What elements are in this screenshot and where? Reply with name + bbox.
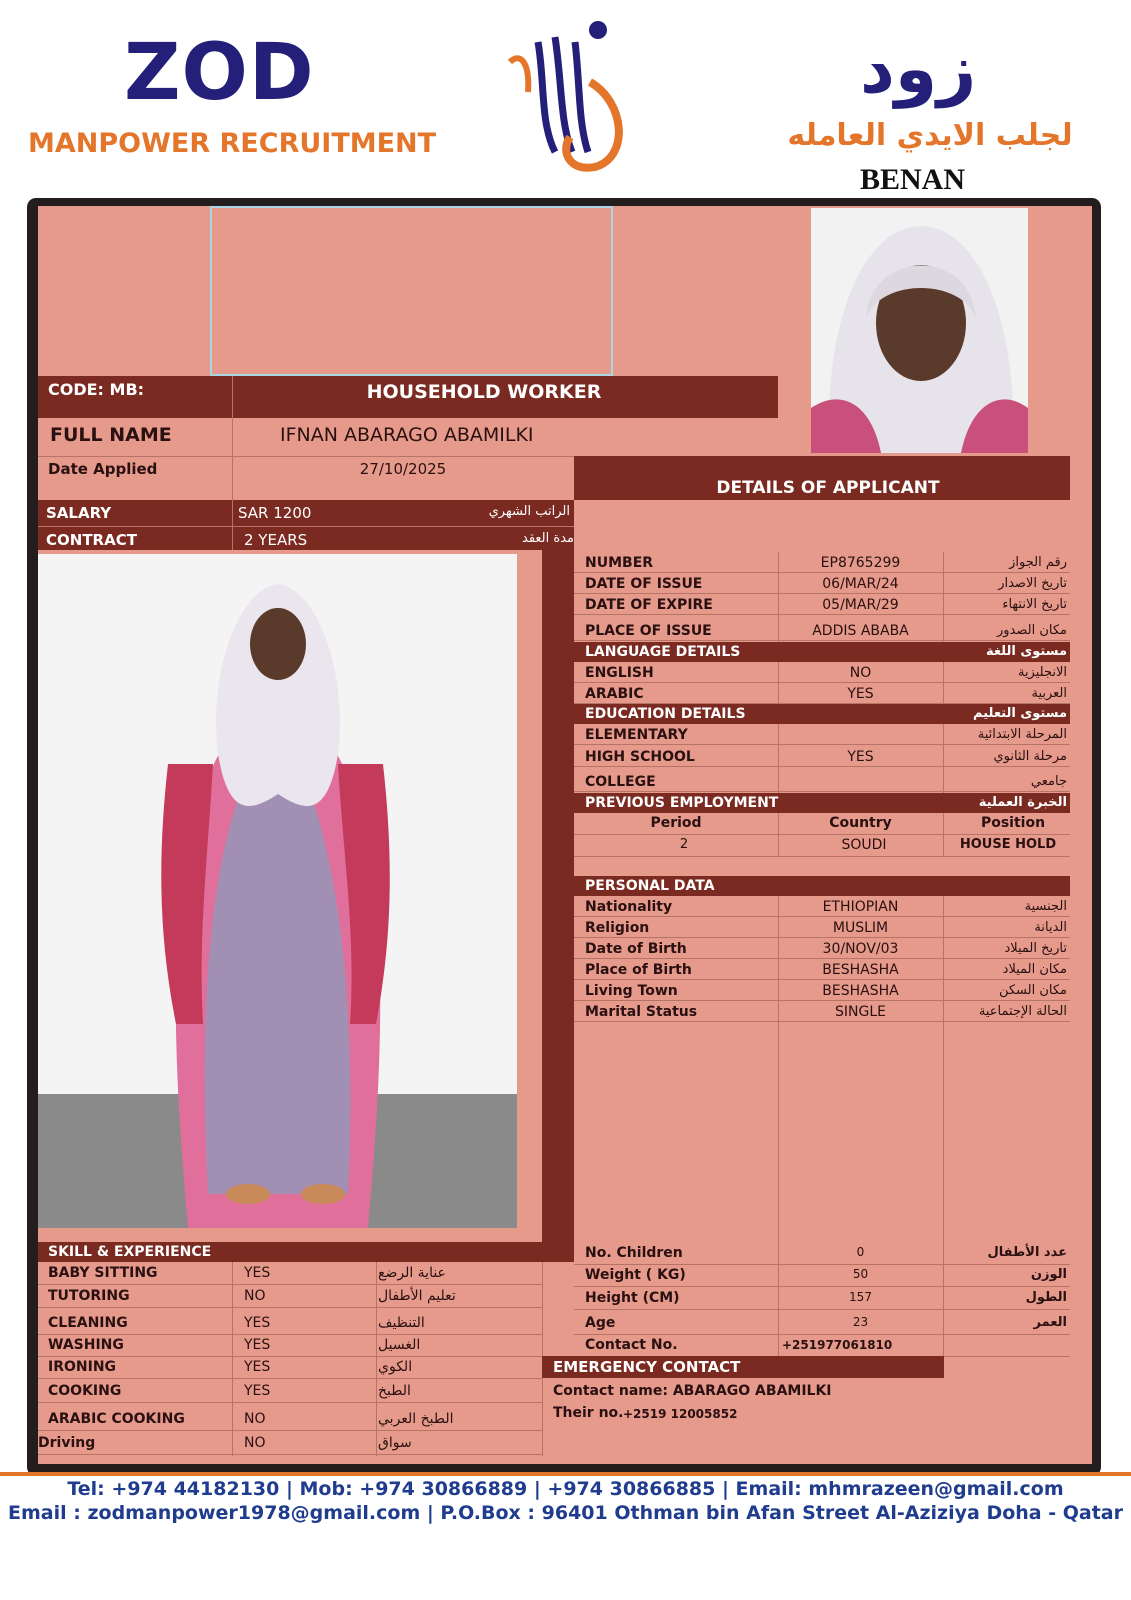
language-row-value: YES — [847, 686, 874, 702]
row-divider — [38, 1402, 542, 1403]
personal-row-ar: الديانة — [1034, 920, 1067, 935]
employment-title: PREVIOUS EMPLOYMENT — [585, 795, 779, 811]
skill-ar: الطبخ العربي — [378, 1411, 454, 1427]
skill-value: YES — [244, 1359, 271, 1375]
personal-row-value: BESHASHA — [822, 983, 899, 999]
footer-address-line: Email : zodmanpower1978@gmail.com | P.O.Box : 96401 Othman bin Afan Street Al-Aziziya Doha - Qatar — [8, 1502, 1123, 1524]
body-label: Age — [585, 1315, 616, 1331]
skill-value: NO — [244, 1411, 266, 1427]
personal-row-ar: مكان الميلاد — [1002, 962, 1067, 977]
passport-label: PLACE OF ISSUE — [585, 623, 712, 639]
personal-row-label: Date of Birth — [585, 941, 687, 957]
skill-ar: تعليم الأطفال — [378, 1288, 456, 1304]
date-applied-value: 27/10/2025 — [359, 460, 447, 478]
salary-ar: الراتب الشهري — [488, 504, 570, 519]
language-title-ar: مستوى اللغة — [985, 644, 1067, 659]
employment-period: 2 — [679, 837, 689, 852]
passport-value: EP8765299 — [820, 555, 901, 571]
brand-arabic-subtitle: لجلب الايدي العامله — [787, 118, 1073, 153]
skill-label: TUTORING — [48, 1288, 130, 1304]
skill-ar: التنظيف — [378, 1315, 425, 1331]
language-row-ar: الانجليزية — [1017, 665, 1067, 680]
education-title: EDUCATION DETAILS — [585, 706, 746, 722]
row-divider — [574, 1021, 1070, 1022]
personal-row-value: ETHIOPIAN — [822, 899, 899, 915]
passport-ar: رقم الجواز — [1009, 555, 1067, 570]
body-label: Height (CM) — [585, 1290, 680, 1306]
row-divider — [574, 1264, 1070, 1265]
passport-label: DATE OF EXPIRE — [585, 597, 713, 613]
skill-label: WASHING — [48, 1337, 124, 1353]
education-row-value: YES — [847, 749, 874, 765]
row-divider — [574, 572, 1070, 573]
row-divider — [38, 1356, 542, 1357]
row-divider — [38, 1454, 542, 1455]
passport-value: 06/MAR/24 — [822, 576, 899, 592]
row-divider — [574, 593, 1070, 594]
row-divider — [574, 640, 1070, 641]
emergency-title: EMERGENCY CONTACT — [553, 1358, 741, 1376]
row-divider — [574, 1334, 1070, 1335]
personal-row-value: SINGLE — [835, 1004, 886, 1020]
fullname-label: FULL NAME — [50, 424, 172, 446]
employment-country: SOUDI — [841, 837, 887, 853]
row-divider — [574, 1286, 1070, 1287]
skill-label: BABY SITTING — [48, 1265, 158, 1281]
body-ar: الوزن — [1030, 1267, 1067, 1282]
row-divider — [574, 766, 1070, 767]
contract-ar: مدة العقد — [522, 531, 574, 546]
personal-row-value: MUSLIM — [832, 920, 889, 936]
row-divider — [574, 856, 1070, 857]
personal-row-label: Religion — [585, 920, 650, 936]
employment-title-ar: الخبرة العملية — [978, 795, 1067, 810]
body-label: No. Children — [585, 1245, 683, 1261]
passport-ar: تاريخ الانتهاء — [1002, 597, 1067, 612]
personal-row-label: Living Town — [585, 983, 678, 999]
salary-label: SALARY — [46, 504, 112, 522]
partner-name: BENAN — [860, 163, 966, 196]
body-value: 23 — [852, 1315, 869, 1329]
language-title: LANGUAGE DETAILS — [585, 644, 741, 660]
language-row-ar: العربية — [1031, 686, 1067, 701]
employment-col-position: Position — [980, 815, 1046, 831]
full-body-photo — [38, 554, 517, 1228]
skill-value: YES — [244, 1265, 271, 1281]
personal-title: PERSONAL DATA — [585, 878, 715, 894]
personal-row-label: Nationality — [585, 899, 673, 915]
education-row-ar: مرحلة الثانوي — [993, 749, 1067, 764]
personal-row-label: Marital Status — [585, 1004, 698, 1020]
row-divider — [574, 1000, 1070, 1001]
education-row-label: HIGH SCHOOL — [585, 749, 695, 765]
company-emblem-icon — [500, 12, 640, 177]
row-divider — [574, 958, 1070, 959]
row-divider — [38, 1307, 542, 1308]
skill-ar: عناية الرضع — [378, 1265, 446, 1281]
education-row-label: COLLEGE — [585, 774, 656, 790]
skill-value: YES — [244, 1383, 271, 1399]
brand-subtitle: MANPOWER RECRUITMENT — [28, 128, 437, 159]
skill-label: ARABIC COOKING — [48, 1411, 185, 1427]
emergency-name: Contact name: ABARAGO ABAMILKI — [553, 1383, 832, 1399]
body-ar: الطول — [1025, 1290, 1067, 1305]
emergency-no-label: Their no. — [553, 1405, 624, 1421]
row-divider — [574, 979, 1070, 980]
row-divider — [38, 1284, 542, 1285]
skill-label: CLEANING — [48, 1315, 128, 1331]
footer-divider — [0, 1472, 1131, 1476]
skill-ar: الغسيل — [378, 1337, 421, 1353]
row-divider — [574, 1309, 1070, 1310]
row-divider — [574, 834, 1070, 835]
body-value: 157 — [849, 1290, 872, 1304]
row-divider — [38, 1430, 542, 1431]
skill-label: COOKING — [48, 1383, 122, 1399]
row-divider — [574, 682, 1070, 683]
row-divider — [574, 937, 1070, 938]
education-row-ar: المرحلة الابتدائية — [977, 727, 1067, 742]
contract-label: CONTRACT — [46, 531, 137, 549]
employment-col-country: Country — [829, 815, 892, 831]
passport-label: NUMBER — [585, 555, 654, 571]
row-divider — [574, 791, 1070, 792]
personal-row-ar: مكان السكن — [998, 983, 1067, 998]
education-row-label: ELEMENTARY — [585, 727, 688, 743]
brand-arabic-logo: زود — [860, 30, 977, 109]
skill-ar: سواق — [378, 1435, 412, 1451]
body-ar: عدد الأطفال — [987, 1245, 1067, 1260]
skill-ar: الكوي — [378, 1359, 413, 1375]
employment-position: HOUSE HOLD — [959, 837, 1057, 852]
skill-value: NO — [244, 1435, 266, 1451]
headshot-photo — [811, 208, 1028, 453]
passport-label: DATE OF ISSUE — [585, 576, 703, 592]
body-value: 0 — [856, 1245, 865, 1259]
employment-col-period: Period — [650, 815, 702, 831]
language-row-label: ARABIC — [585, 686, 644, 702]
salary-value: SAR 1200 — [238, 504, 312, 522]
skill-value: NO — [244, 1288, 266, 1304]
skill-value: YES — [244, 1337, 271, 1353]
skill-label: IRONING — [48, 1359, 117, 1375]
fullname-value: IFNAN ABARAGO ABAMILKI — [280, 424, 534, 446]
body-label: Contact No. — [585, 1337, 678, 1353]
language-row-label: ENGLISH — [585, 665, 654, 681]
skills-title: SKILL & EXPERIENCE — [48, 1244, 212, 1260]
education-title-ar: مستوى التعليم — [973, 706, 1067, 721]
emergency-no-value: +2519 12005852 — [623, 1407, 738, 1421]
passport-ar: مكان الصدور — [996, 623, 1067, 638]
brand-logo-text: ZOD — [124, 28, 315, 118]
personal-row-value: 30/NOV/03 — [822, 941, 899, 957]
passport-value: ADDIS ABABA — [812, 623, 909, 639]
body-value: 50 — [852, 1267, 869, 1281]
passport-ar: تاريخ الاصدار — [998, 576, 1067, 591]
row-divider — [574, 614, 1070, 615]
footer-contact-line: Tel: +974 44182130 | Mob: +974 30866889 | +974 30866885 | Email: mhmrazeen@gmail.com — [67, 1478, 1064, 1500]
contract-value: 2 YEARS — [244, 531, 308, 549]
row-divider — [38, 1378, 542, 1379]
passport-value: 05/MAR/29 — [822, 597, 899, 613]
personal-row-ar: تاريخ الميلاد — [1004, 941, 1067, 956]
personal-row-ar: الحالة الإجتماعية — [978, 1004, 1067, 1019]
row-divider — [38, 1334, 542, 1335]
language-row-value: NO — [849, 665, 872, 681]
personal-row-value: BESHASHA — [822, 962, 899, 978]
details-title: DETAILS OF APPLICANT — [716, 478, 940, 498]
skill-label: Driving — [38, 1435, 96, 1451]
body-label: Weight ( KG) — [585, 1267, 686, 1283]
body-ar: العمر — [1033, 1315, 1067, 1330]
education-row-ar: جامعي — [1030, 774, 1067, 789]
row-divider — [574, 744, 1070, 745]
personal-row-label: Place of Birth — [585, 962, 692, 978]
row-divider — [574, 916, 1070, 917]
skill-ar: الطبخ — [378, 1383, 411, 1399]
body-value: +251977061810 — [782, 1338, 893, 1352]
personal-row-ar: الجنسية — [1024, 899, 1067, 914]
position-title: HOUSEHOLD WORKER — [366, 381, 602, 403]
blank-stamp-area — [210, 206, 613, 376]
skill-value: YES — [244, 1315, 271, 1331]
date-applied-label: Date Applied — [48, 460, 158, 478]
code-label: CODE: MB: — [48, 380, 145, 399]
